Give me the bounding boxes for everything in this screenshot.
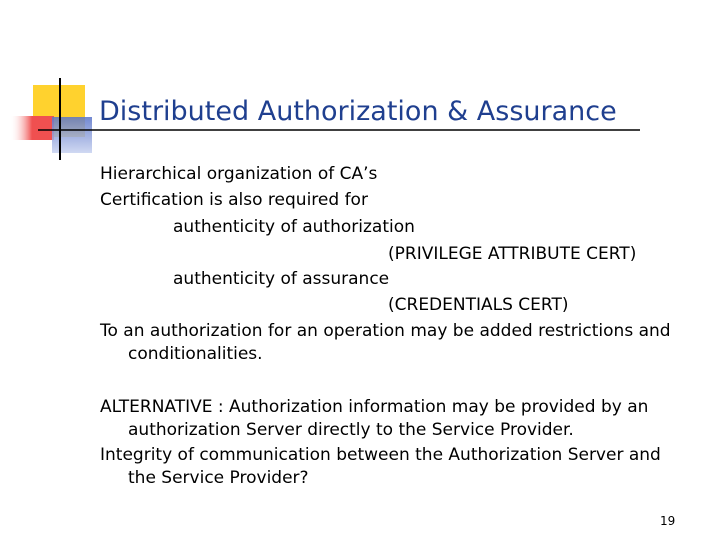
body-line: Integrity of communication between the Authorization Server and (100, 445, 661, 465)
page-number: 19 (660, 514, 676, 528)
body-line: authenticity of authorization (173, 217, 415, 237)
body-line: (PRIVILEGE ATTRIBUTE CERT) (388, 244, 637, 264)
body-line: Certification is also required for (100, 190, 368, 210)
body-line: ALTERNATIVE : Authorization information may be provided by an (100, 397, 649, 417)
body-line: conditionalities. (128, 344, 263, 364)
body-line: the Service Provider? (128, 468, 309, 488)
body-line: To an authorization for an operation may be added restrictions and (100, 321, 671, 341)
body-line: (CREDENTIALS CERT) (388, 295, 569, 315)
body-line: authorization Server directly to the Service Provider. (128, 420, 574, 440)
body-line: authenticity of assurance (173, 269, 390, 289)
body-line: Hierarchical organization of CA’s (100, 164, 378, 184)
slide-title: Distributed Authorization & Assurance (99, 96, 617, 127)
